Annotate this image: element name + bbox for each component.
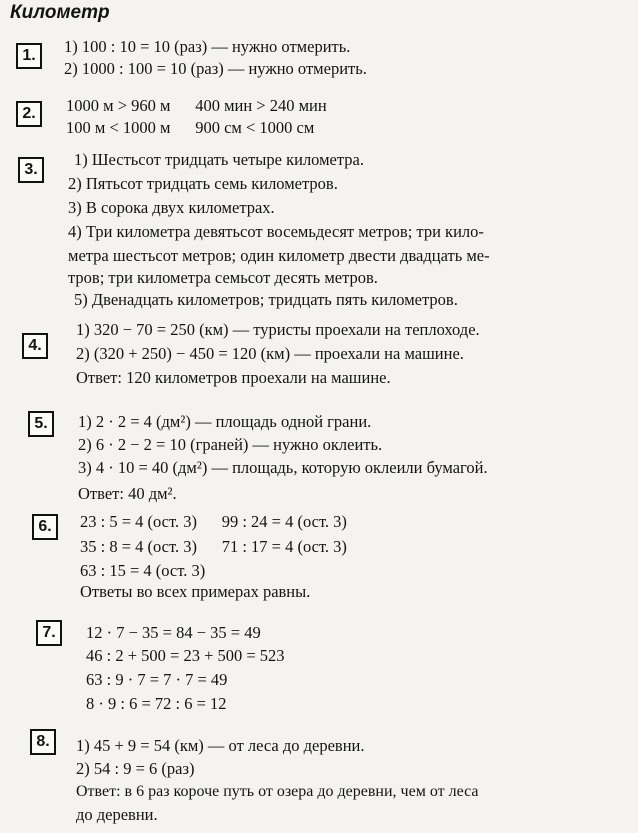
task-number-3: 3.	[18, 157, 44, 183]
task-8-line-4: до деревни.	[76, 805, 158, 824]
task-number-4: 4.	[22, 333, 48, 359]
task-3-line-4: 4) Три километра девятьсот восемьдесят метров; три кило-	[68, 222, 484, 241]
task-7-line-1: 12 · 7 − 35 = 84 − 35 = 49	[86, 623, 261, 642]
task-7-line-3: 63 : 9 · 7 = 7 · 7 = 49	[86, 670, 228, 689]
task-2-line-2: 100 м < 1000 м 900 см < 1000 см	[66, 118, 315, 137]
task-6-line-4: Ответы во всех примерах равны.	[80, 582, 311, 601]
task-3-line-7: 5) Двенадцать километров; тридцать пять километров.	[74, 290, 458, 309]
task-7-line-4: 8 · 9 : 6 = 72 : 6 = 12	[86, 694, 227, 713]
task-8-line-2: 2) 54 : 9 = 6 (раз)	[76, 759, 195, 778]
page-title: Километр	[10, 2, 110, 23]
task-6-line-2: 35 : 8 = 4 (ост. 3) 71 : 17 = 4 (ост. 3)	[80, 537, 347, 556]
task-8-line-1: 1) 45 + 9 = 54 (км) — от леса до деревни.	[76, 736, 365, 755]
task-3-line-2: 2) Пятьсот тридцать семь километров.	[68, 174, 338, 193]
task-number-2: 2.	[16, 101, 42, 127]
task-number-5: 5.	[28, 411, 54, 437]
task-5-line-1: 1) 2 · 2 = 4 (дм²) — площадь одной грани.	[78, 412, 372, 431]
task-1-line-2: 2) 1000 : 100 = 10 (раз) — нужно отмерить.	[64, 59, 367, 78]
task-1-line-1: 1) 100 : 10 = 10 (раз) — нужно отмерить.	[64, 37, 351, 56]
task-2-line-1: 1000 м > 960 м 400 мин > 240 мин	[66, 96, 327, 115]
task-5-line-4: Ответ: 40 дм².	[78, 484, 177, 503]
task-7-line-2: 46 : 2 + 500 = 23 + 500 = 523	[86, 646, 285, 665]
task-3-line-6: тров; три километра семьсот десять метров.	[68, 268, 378, 287]
task-3-line-5: метра шестьсот метров; один километр двести двадцать ме-	[68, 246, 490, 265]
task-4-line-1: 1) 320 − 70 = 250 (км) — туристы проехали на теплоходе.	[76, 320, 480, 339]
task-3-line-3: 3) В сорока двух километрах.	[68, 198, 275, 217]
task-5-line-2: 2) 6 · 2 − 2 = 10 (граней) — нужно оклеить.	[78, 435, 383, 454]
task-number-6: 6.	[32, 514, 58, 540]
task-6-line-1: 23 : 5 = 4 (ост. 3) 99 : 24 = 4 (ост. 3)	[80, 512, 347, 531]
task-4-line-2: 2) (320 + 250) − 450 = 120 (км) — проехали на машине.	[76, 344, 464, 363]
task-5-line-3: 3) 4 · 10 = 40 (дм²) — площадь, которую оклеили бумагой.	[78, 458, 488, 477]
task-4-line-3: Ответ: 120 километров проехали на машине.	[76, 368, 391, 387]
task-number-7: 7.	[36, 620, 62, 646]
task-number-8: 8.	[30, 729, 56, 755]
task-number-1: 1.	[16, 43, 42, 69]
task-8-line-3: Ответ: в 6 раз короче путь от озера до деревни, чем от леса	[76, 783, 479, 800]
task-6-line-3: 63 : 15 = 4 (ост. 3)	[80, 561, 206, 580]
task-3-line-1: 1) Шестьсот тридцать четыре километра.	[74, 150, 364, 169]
